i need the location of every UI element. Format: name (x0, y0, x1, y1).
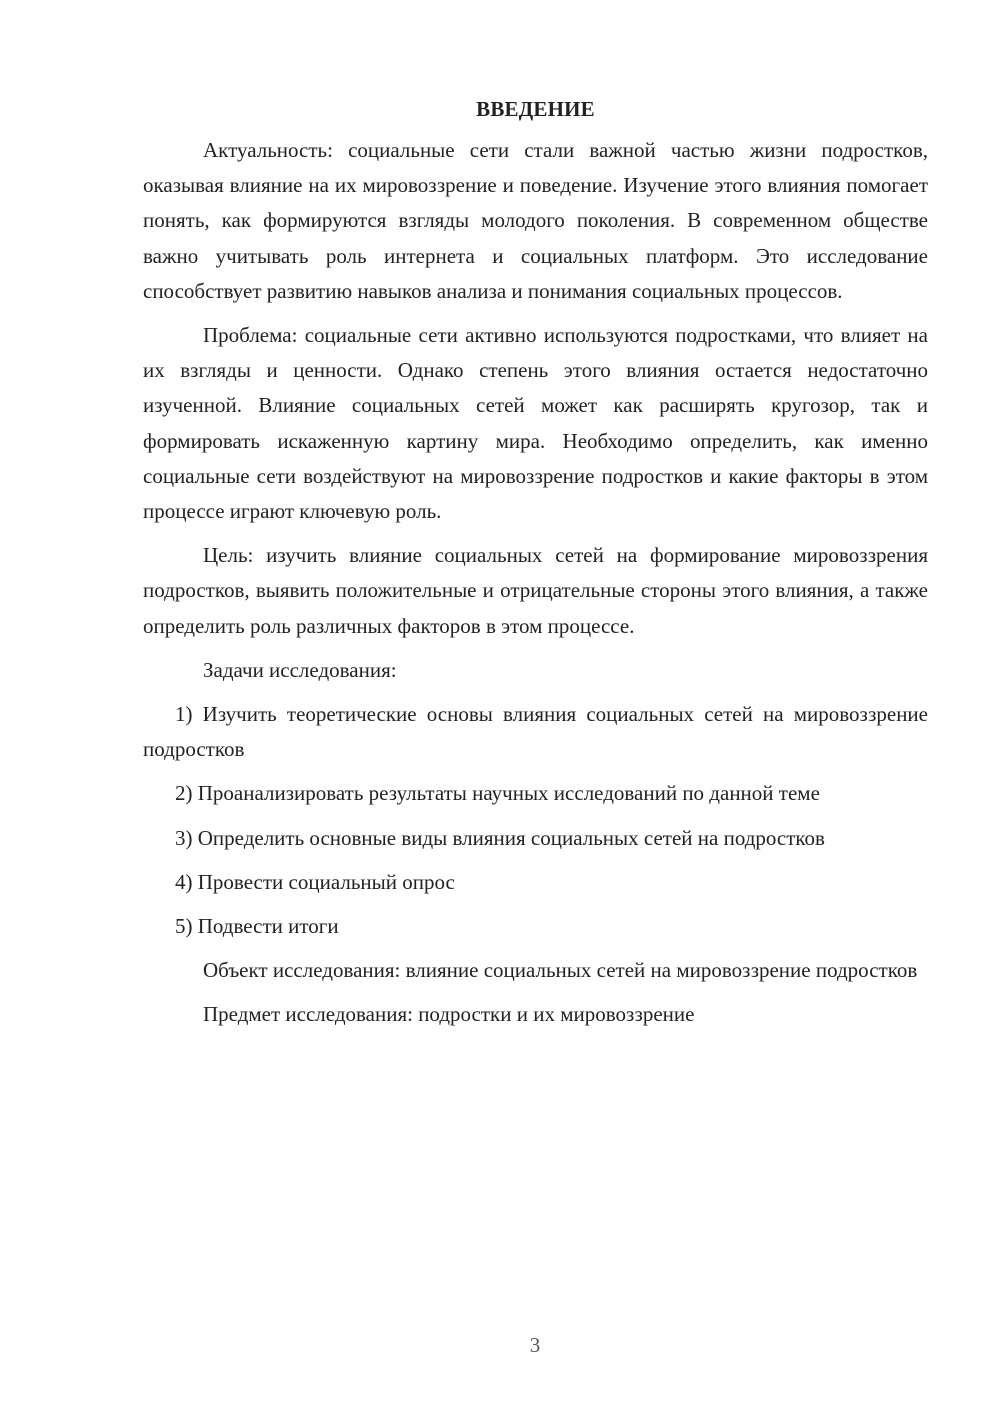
page-content (143, 92, 928, 1042)
paragraph-goal: Цель: изучить влияние социальных сетей на формирование мировоззрения подростков, выявить положительные и отрицательные стороны этого влияния, а также определить роль различных факторов в этом процессе. (143, 543, 928, 638)
task-item-1: 1) Изучить теоретические основы влияния социальных сетей на мировоззрение подростков (143, 702, 928, 762)
paragraph-problem: Проблема: социальные сети активно используются подростками, что влияет на их взгляды и ценности. Однако степень этого влияния остается недостаточно изученной. Влияние социальных сетей может как расширять кругозор, так и формировать искаженную картину мира. Необходимо определить, как именно социальные сети воздействуют на мировоззрение подростков и какие факторы в этом процессе играют ключевую роль. (143, 323, 928, 524)
tasks-heading: Задачи исследования: (203, 657, 397, 682)
task-item-5: 5) Подвести итоги (175, 914, 339, 939)
paragraph-subject: Предмет исследования: подростки и их мировоззрение (203, 1002, 695, 1027)
task-item-3: 3) Определить основные виды влияния социальных сетей на подростков (175, 825, 825, 850)
task-item-2: 2) Проанализировать результаты научных исследований по данной теме (175, 781, 820, 806)
paragraph-object: Объект исследования: влияние социальных сетей на мировоззрение подростков (203, 958, 918, 983)
paragraph-relevance: Актуальность: социальные сети стали важной частью жизни подростков, оказывая влияние на их мировоззрение и поведение. Изучение этого влияния помогает понять, как формируются взгляды молодого поколения. В современном обществе важно учитывать роль интернета и социальных платформ. Это исследование способствует развитию навыков анализа и понимания социальных процессов. (143, 138, 928, 303)
section-title: ВВЕДЕНИЕ (476, 97, 595, 121)
page-number: 3 (529, 1333, 541, 1357)
task-item-4: 4) Провести социальный опрос (175, 869, 455, 894)
